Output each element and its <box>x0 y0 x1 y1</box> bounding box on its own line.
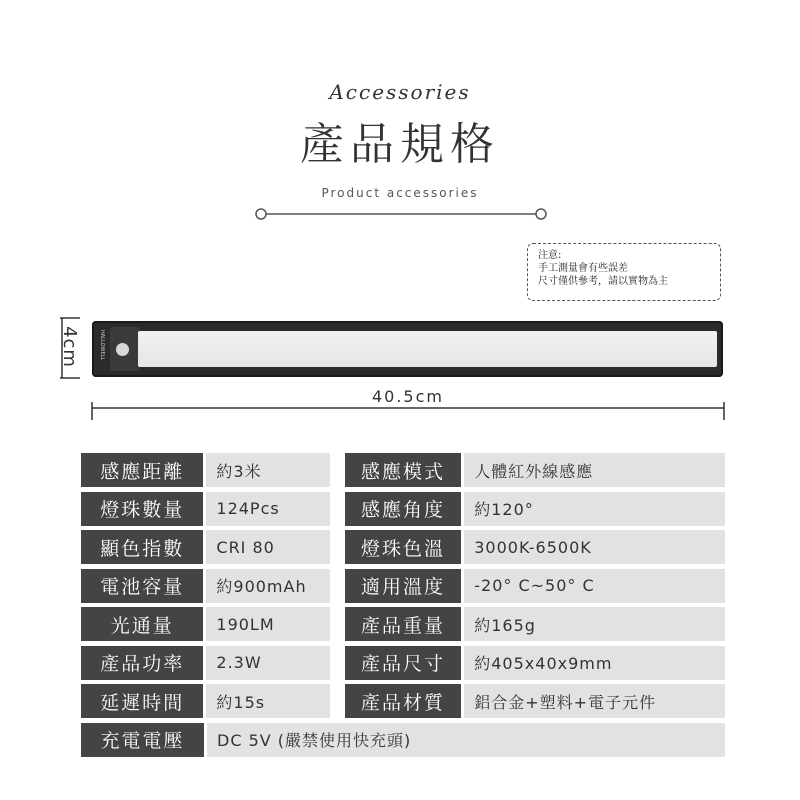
width-dimension-marker <box>90 400 726 420</box>
spec-value: 約405x40x9mm <box>464 646 725 680</box>
spec-label: 感應角度 <box>345 492 461 526</box>
spec-row <box>81 723 725 757</box>
spec-label: 感應模式 <box>345 453 461 487</box>
spec-value: 2.3W <box>206 646 329 680</box>
spec-label: 產品功率 <box>81 646 203 680</box>
light-bar-image <box>92 321 723 377</box>
spec-label: 適用溫度 <box>345 569 461 603</box>
spec-value: 約900mAh <box>206 569 329 603</box>
spec-label: 充電電壓 <box>81 723 204 757</box>
spec-label: 產品尺寸 <box>345 646 461 680</box>
spec-row <box>81 646 725 680</box>
spec-value: 190LM <box>206 607 329 641</box>
brand-text: HALLOWELL <box>99 330 105 361</box>
motion-sensor-icon <box>116 343 129 356</box>
spec-value: 3000K-6500K <box>464 530 725 564</box>
spec-label: 燈珠色溫 <box>345 530 461 564</box>
spec-label: 延遲時間 <box>81 684 203 718</box>
spec-value: DC 5V (嚴禁使用快充頭) <box>207 723 725 757</box>
spec-row <box>81 492 725 526</box>
spec-value: 約15s <box>206 684 329 718</box>
spec-label: 燈珠數量 <box>81 492 203 526</box>
spec-label: 產品重量 <box>345 607 461 641</box>
spec-row <box>81 684 725 718</box>
spec-value: 約120° <box>464 492 725 526</box>
spec-label: 顯色指數 <box>81 530 203 564</box>
spec-row <box>81 607 725 641</box>
spec-label: 感應距離 <box>81 453 203 487</box>
spec-row <box>81 569 725 603</box>
spec-value: 人體紅外線感應 <box>464 453 725 487</box>
spec-value: 約165g <box>464 607 725 641</box>
spec-value: 124Pcs <box>206 492 329 526</box>
width-label: 40.5cm <box>371 387 444 406</box>
note-line: 手工測量會有些誤差 <box>538 263 628 274</box>
spec-value: 鋁合金+塑料+電子元件 <box>464 684 725 718</box>
height-label: 4cm <box>59 326 81 368</box>
spec-label: 產品材質 <box>345 684 461 718</box>
spec-value: CRI 80 <box>206 530 329 564</box>
script-title: Accessories <box>329 80 471 104</box>
spec-row <box>81 530 725 564</box>
page-subtitle: Product accessories <box>321 186 479 200</box>
spec-value: -20° C~50° C <box>464 569 725 603</box>
note-line: 尺寸僅供參考，請以實物為主 <box>538 276 668 287</box>
spec-table <box>81 453 725 761</box>
note-heading: 注意: <box>538 250 562 261</box>
spec-label: 電池容量 <box>81 569 203 603</box>
spec-row <box>81 453 725 487</box>
page-title: 產品規格 <box>300 119 500 170</box>
spec-value: 約3米 <box>206 453 329 487</box>
decorative-line <box>255 208 547 220</box>
spec-label: 光通量 <box>81 607 203 641</box>
light-panel <box>138 331 717 367</box>
measurement-note <box>527 243 721 301</box>
